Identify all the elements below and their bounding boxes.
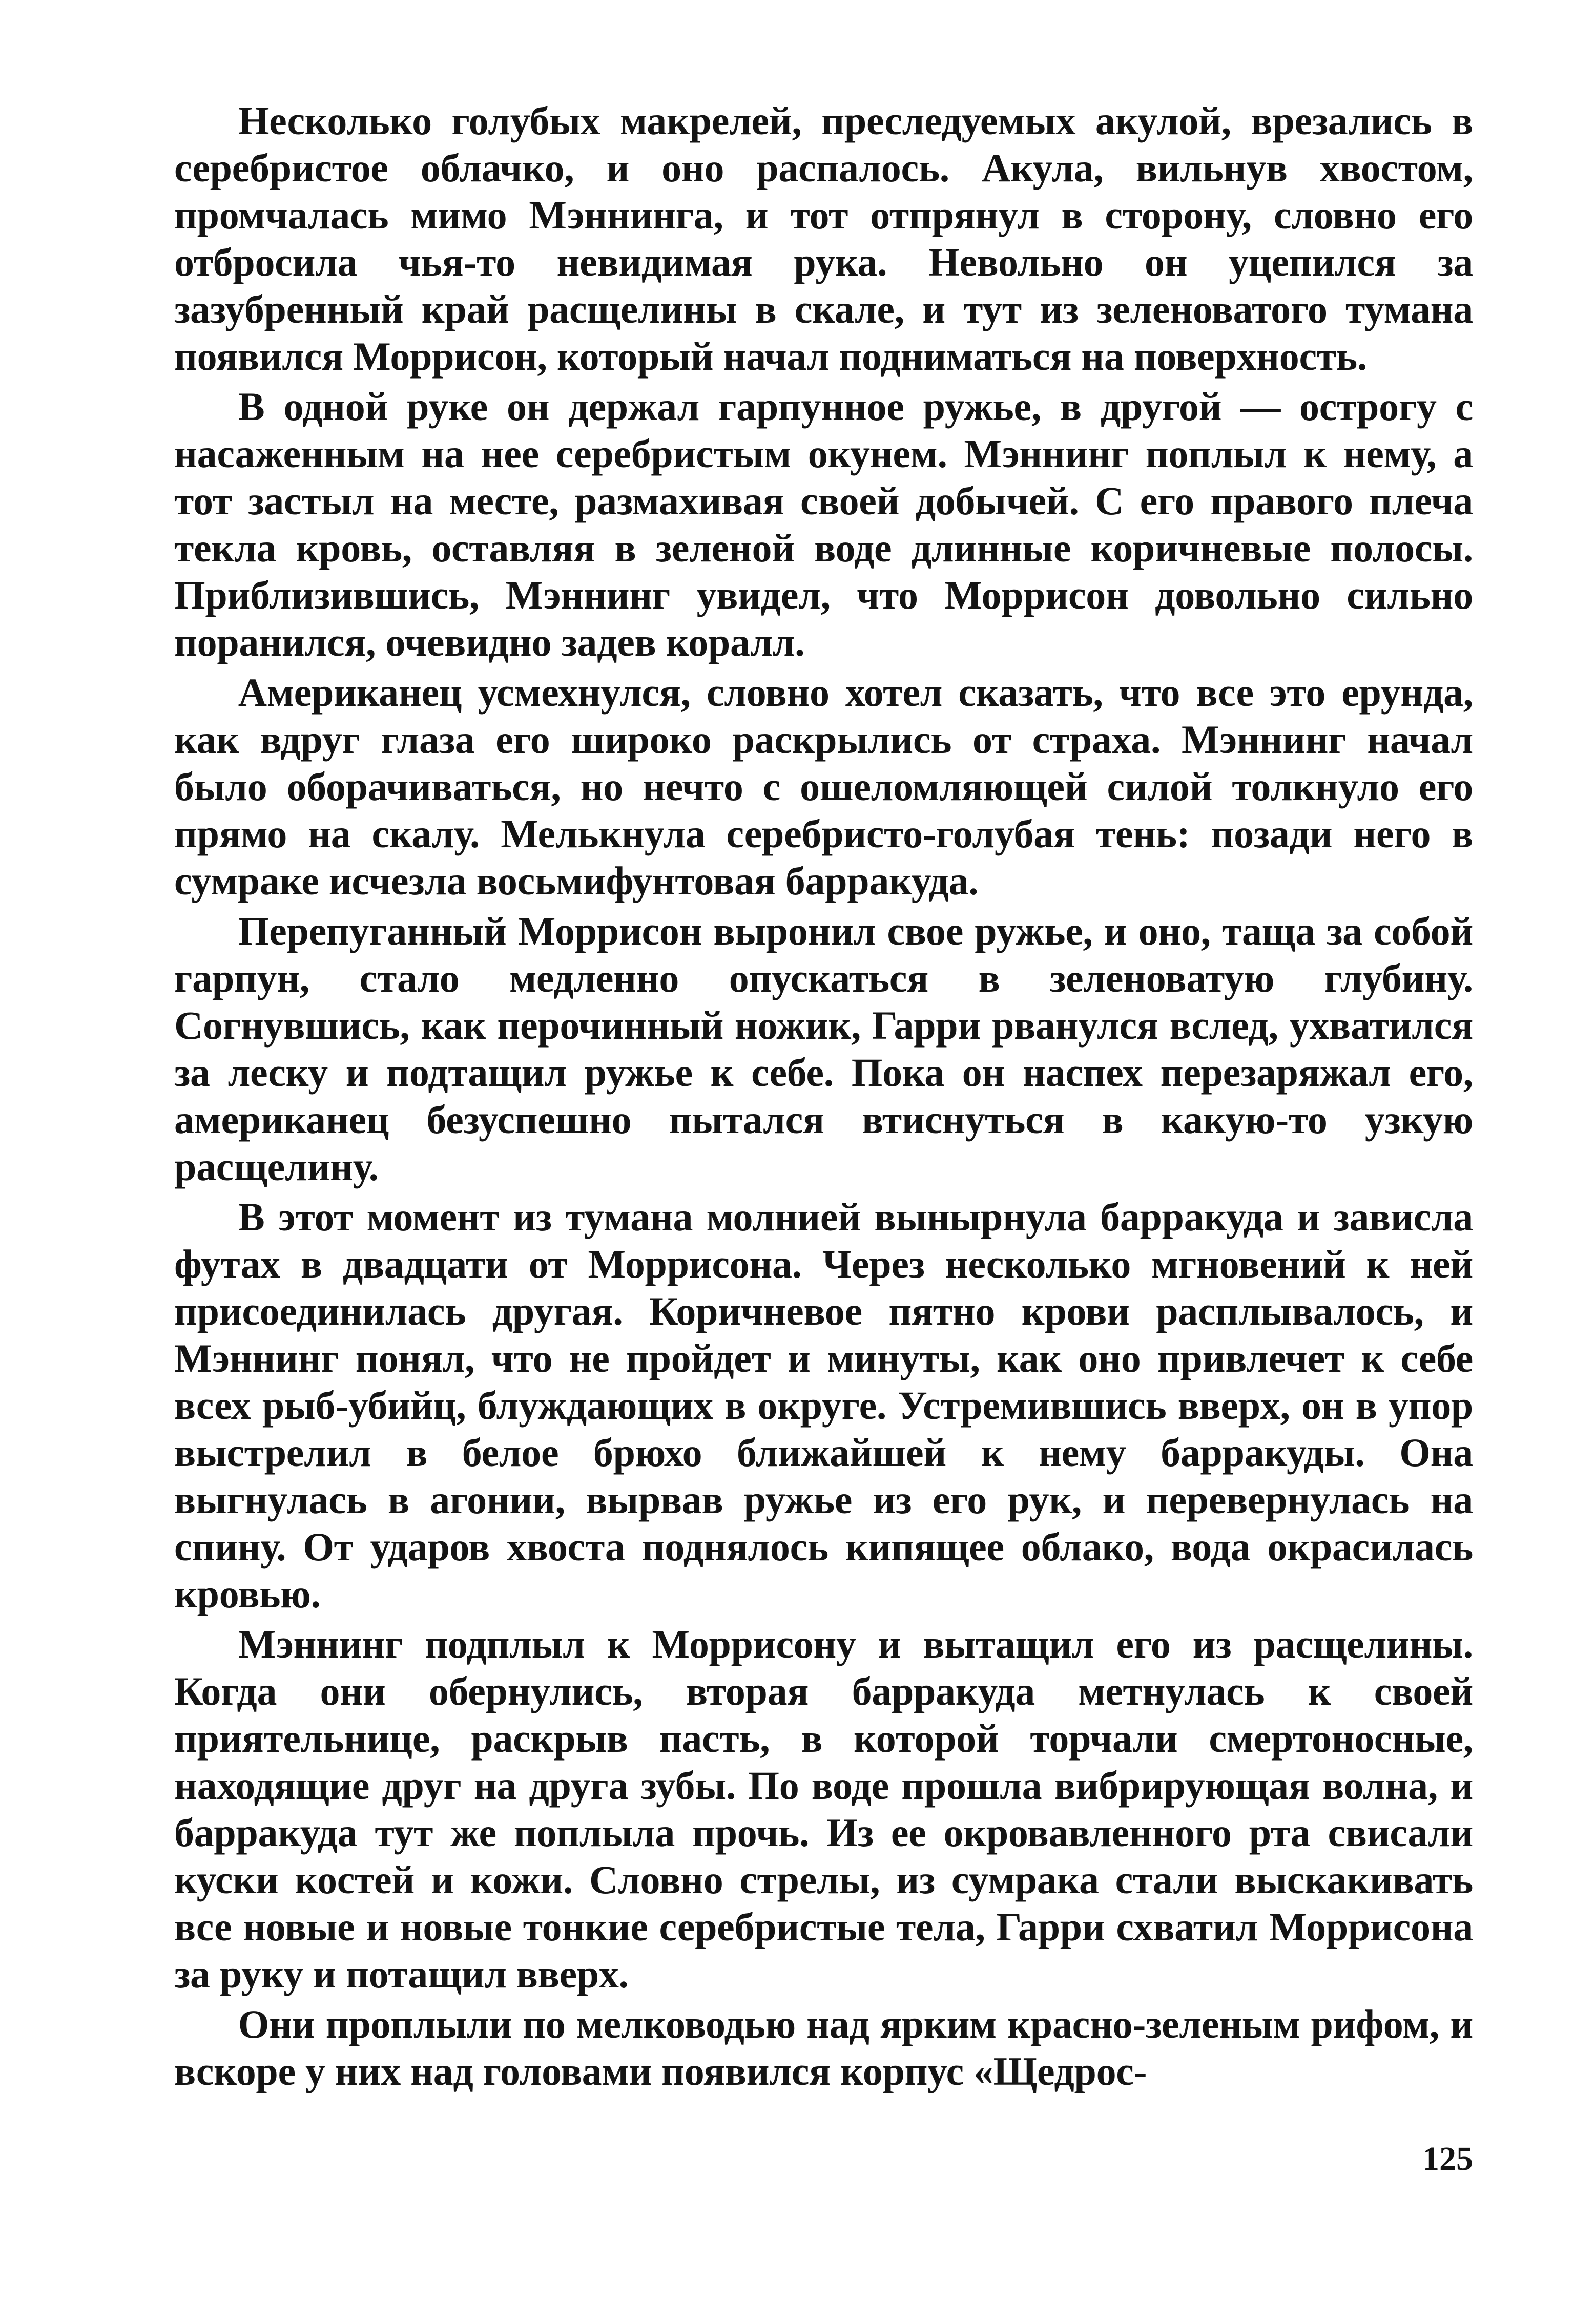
paragraph-6: Мэннинг подплыл к Моррисону и вытащил его из расщелины. Когда они обернулись, вторая барракуда метнулась к своей приятельнице, раскрыв пасть, в которой торчали смертоносные, находящие друг на друга зубы. По воде прошла вибрирующая волна, и барракуда тут же поплыла прочь. Из ее окровавленного рта свисали куски костей и кожи. Словно стрелы, из сумрака стали выскакивать все новые и новые тонкие серебристые тела, Гарри схватил Моррисона за руку и потащил вверх. (174, 1622, 1473, 1996)
body-text (174, 97, 1473, 2095)
paragraph-7: Они проплыли по мелководью над ярким красно-зеленым рифом, и вскоре у них над головами появился корпус «Щедрос- (174, 2002, 1473, 2093)
page-number: 125 (1422, 2140, 1473, 2178)
paragraph-2: В одной руке он держал гарпунное ружье, в другой — острогу с насаженным на нее серебристым окунем. Мэннинг поплыл к нему, а тот застыл на месте, размахивая своей добычей. С его правого плеча текла кровь, оставляя в зеленой воде длинные коричневые полосы. Приблизившись, Мэннинг увидел, что Моррисон довольно сильно поранился, очевидно задев коралл. (174, 384, 1473, 664)
paragraph-3: Американец усмехнулся, словно хотел сказать, что все это ерунда, как вдруг глаза его широко раскрылись от страха. Мэннинг начал было оборачиваться, но нечто с ошеломляющей силой толкнуло его прямо на скалу. Мелькнула серебристо-голубая тень: позади него в сумраке исчезла восьмифунтовая барракуда. (174, 670, 1473, 903)
paragraph-5: В этот момент из тумана молнией вынырнула барракуда и зависла футах в двадцати от Моррисона. Через несколько мгновений к ней присоединилась другая. Коричневое пятно крови расплывалось, и Мэннинг понял, что не пройдет и минуты, как оно привлечет к себе всех рыб-убийц, блуждающих в округе. Устремившись вверх, он в упор выстрелил в белое брюхо ближайшей к нему барракуды. Она выгнулась в агонии, вырвав ружье из его рук, и перевернулась на спину. От ударов хвоста поднялось кипящее облако, вода окрасилась кровью. (174, 1195, 1473, 1616)
paragraph-1: Несколько голубых макрелей, преследуемых акулой, врезались в серебристое облачко, и оно распалось. Акула, вильнув хвостом, промчалась мимо Мэннинга, и тот отпрянул в сторону, словно его отбросила чья-то невидимая рука. Невольно он уцепился за зазубренный край расщелины в скале, и тут из зеленоватого тумана появился Моррисон, который начал подниматься на поверхность. (174, 98, 1473, 379)
paragraph-4: Перепуганный Моррисон выронил свое ружье, и оно, таща за собой гарпун, стало медленно опускаться в зеленоватую глубину. Согнувшись, как перочинный ножик, Гарри рванулся вслед, ухватился за леску и подтащил ружье к себе. Пока он наспех перезаряжал его, американец безуспешно пытался втиснуться в какую-то узкую расщелину. (174, 909, 1473, 1189)
